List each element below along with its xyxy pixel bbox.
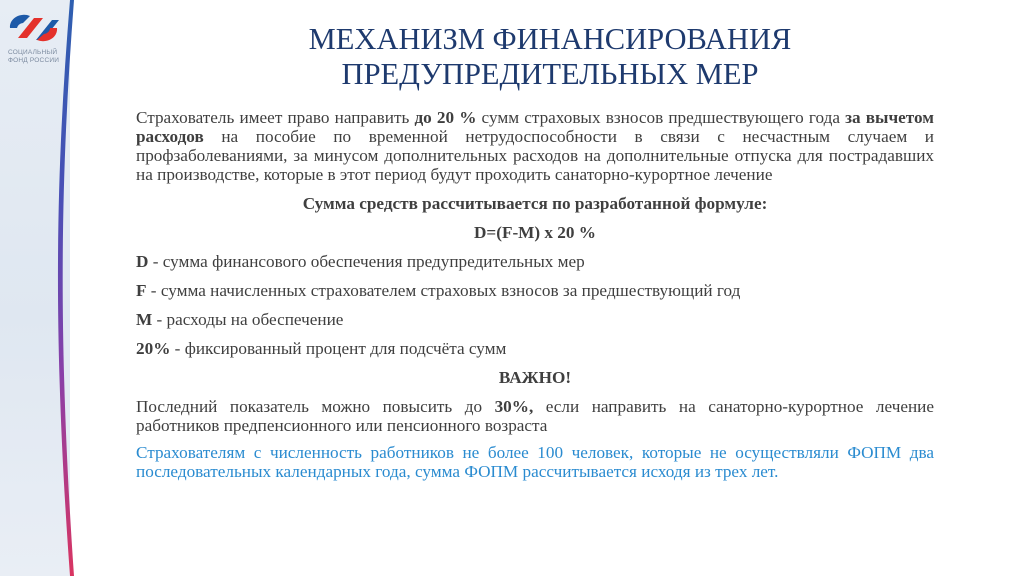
important-heading: ВАЖНО! [498, 368, 572, 387]
formula-caption: Сумма средств рассчитывается по разработанной формуле: [302, 194, 768, 213]
logo-mark-icon [6, 8, 62, 48]
page-title [205, 22, 895, 92]
intro-bold-1: до 20 % [414, 108, 477, 127]
small-employers-paragraph: Страхователям с численность работников не более 100 человек, которые не осуществляли ФОПМ два последовательных календарных года, сумма ФОПМ рассчитывается исходя из трех лет. [136, 443, 934, 481]
intro-text-2: сумм страховых взносов предшествующего года [476, 108, 846, 127]
definition-percent [136, 339, 934, 358]
slide-content [136, 108, 934, 481]
formula: D=(F-M) x 20 % [474, 223, 596, 242]
definition-term: M [136, 310, 153, 329]
definition-m [136, 310, 934, 329]
definition-term: F [136, 281, 147, 300]
intro-text-1: Страхователь имеет право направить [136, 108, 415, 127]
definition-text: - сумма начисленных страхователем страховых взносов за предшествующий год [146, 281, 741, 300]
logo-text-line2: ФОНД РОССИИ [8, 56, 60, 64]
intro-paragraph [136, 108, 934, 184]
definition-f [136, 281, 934, 300]
logo-text [8, 49, 68, 64]
intro-text-3: на пособие по временной нетрудоспособности в связи с несчастным случаем и профзаболеваниями, за минусом дополнительных расходов на дополнительные отпуска для пострадавших на производстве, которые в этот период будут проходить санаторно-курортное лечение [136, 127, 934, 184]
sfr-logo [6, 8, 68, 64]
definition-term: 20% [136, 339, 171, 358]
page-title-line2: ПРЕДУПРЕДИТЕЛЬНЫХ МЕР [341, 57, 759, 91]
intro-bold-2: за вычетом расходов [136, 108, 934, 146]
note-bold: 30%, [494, 397, 534, 416]
definition-term: D [136, 252, 149, 271]
note-paragraph [136, 397, 934, 435]
definition-d [136, 252, 934, 271]
definition-text: - фиксированный процент для подсчёта сумм [170, 339, 507, 358]
page-title-line1: МЕХАНИЗМ ФИНАНСИРОВАНИЯ [308, 22, 792, 56]
definition-text: - расходы на обеспечение [152, 310, 344, 329]
definition-text: - сумма финансового обеспечения предупредительных мер [148, 252, 585, 271]
logo-text-line1: СОЦИАЛЬНЫЙ [8, 49, 58, 56]
note-text-1: Последний показатель можно повысить до [136, 397, 495, 416]
note-text-2: если направить на санаторно-курортное лечение работников предпенсионного или пенсионного возраста [136, 397, 934, 435]
decorative-ribbon [0, 0, 110, 576]
